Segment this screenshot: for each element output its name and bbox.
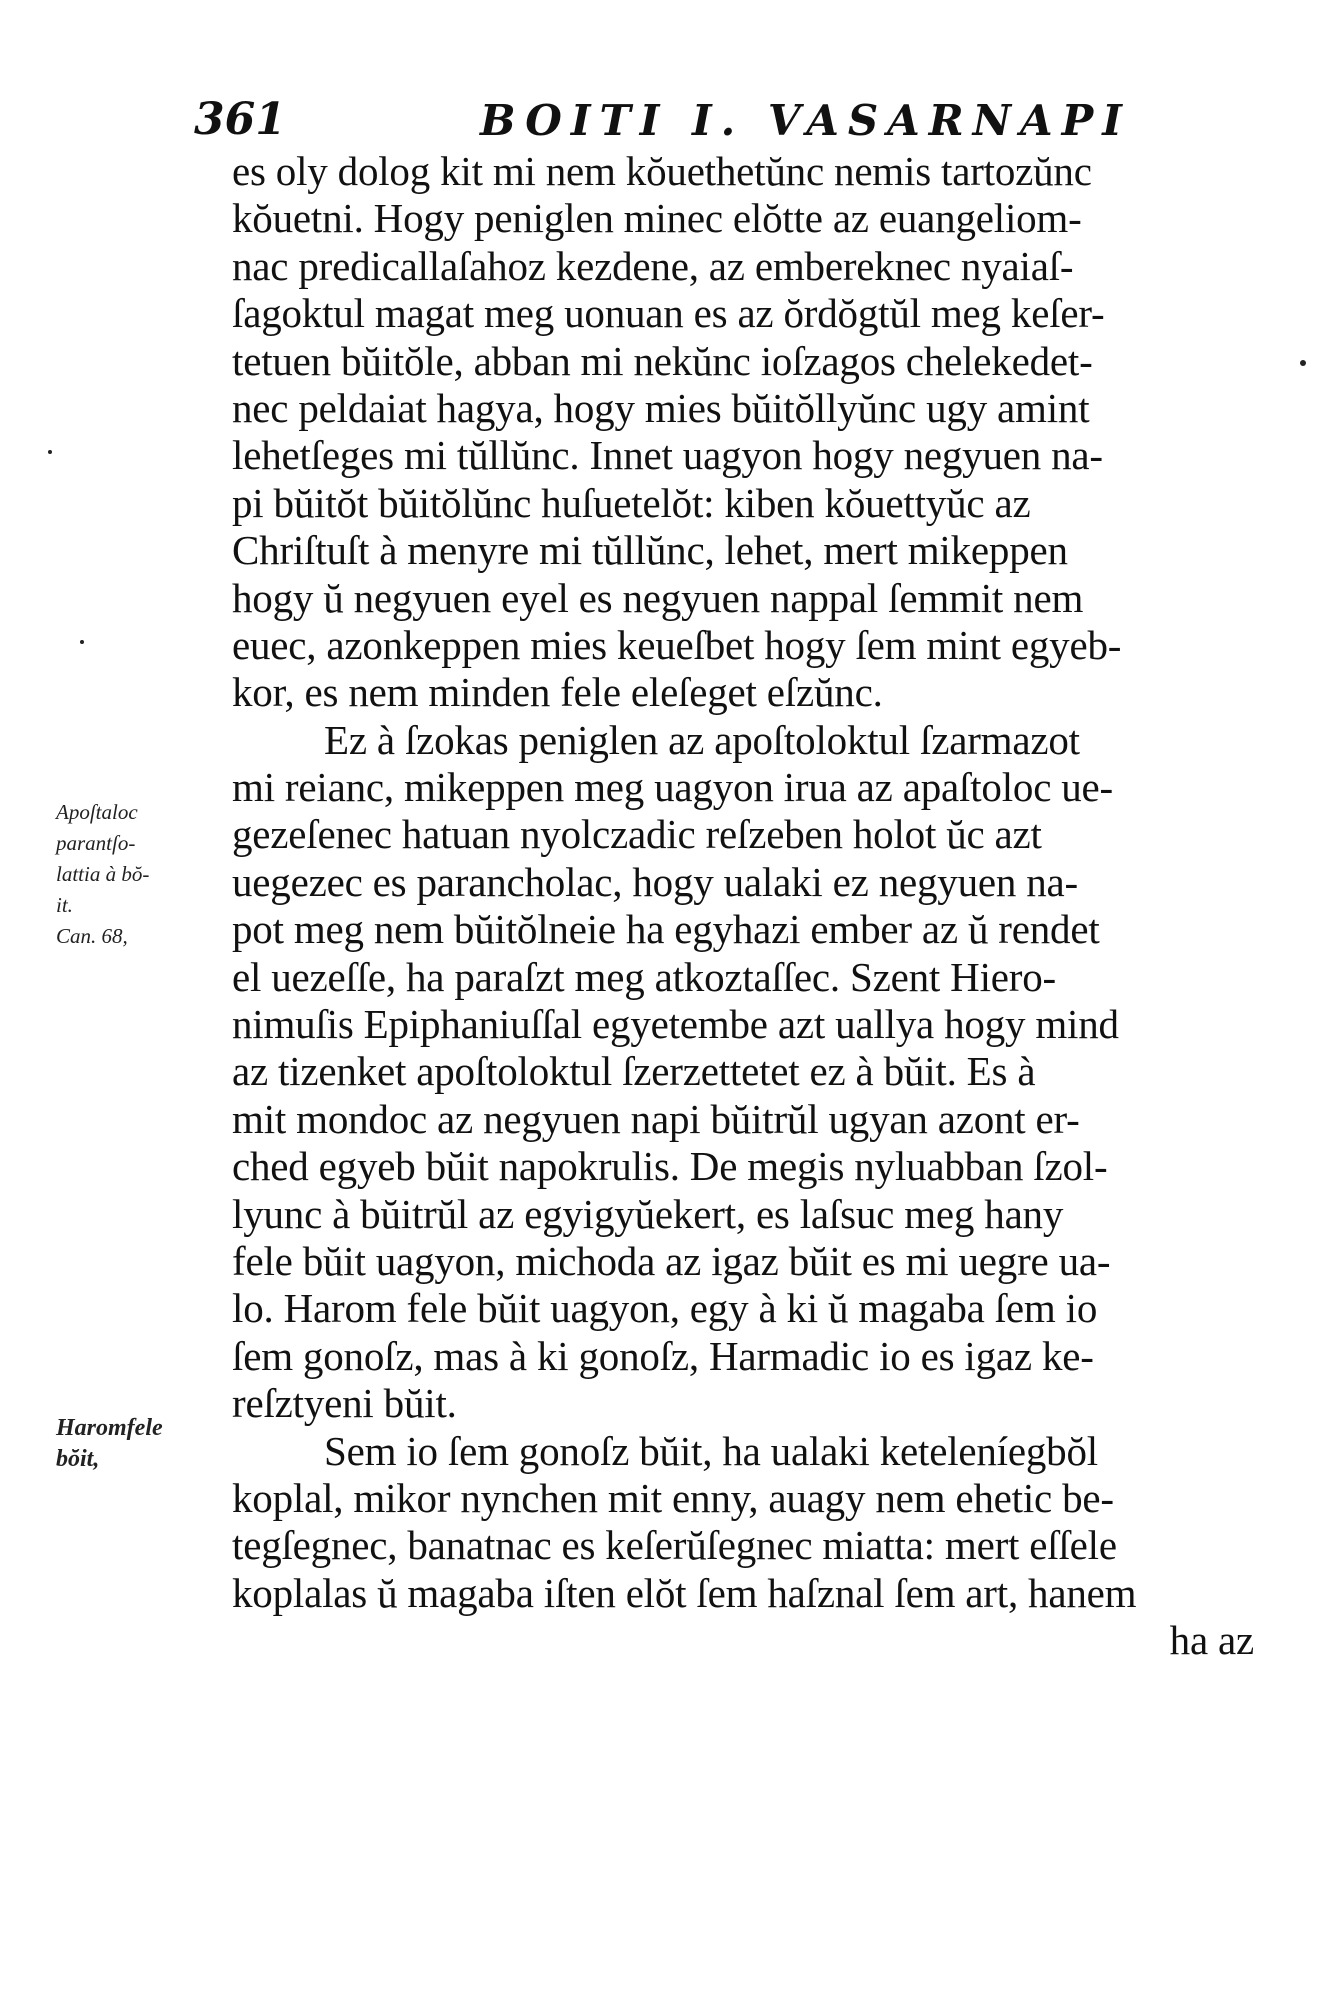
text-line: ched egyeb bŭit napokrulis. De megis nyluabban ſzol- — [232, 1143, 1108, 1190]
text-line: Chriſtuſt à menyre mi tŭllŭnc, lehet, mert mikeppen — [232, 527, 1068, 574]
text-line: koplal, mikor nynchen mit enny, auagy nem ehetic be- — [232, 1474, 1114, 1521]
text-line: ſagoktul magat meg uonuan es az ŏrdŏgtŭl meg keſer- — [232, 290, 1105, 337]
running-title: BOITI I. VASARNAPI — [480, 96, 1131, 145]
text-line: kor, es nem minden fele eleſeget eſzŭnc. — [232, 669, 883, 716]
text-line: koplalas ŭ magaba iſten elŏt ſem haſznal ſem art, hanem — [232, 1569, 1137, 1616]
ink-speck — [1300, 360, 1306, 366]
text-line: tegſegnec, banatnac es keſerŭſegnec miatta: mert eſſele — [232, 1522, 1117, 1569]
text-line: lehetſeges mi tŭllŭnc. Innet uagyon hogy negyuen na- — [232, 432, 1103, 479]
text-line: tetuen bŭitŏle, abban mi nekŭnc ioſzagos chelekedet- — [232, 337, 1093, 384]
text-line: reſztyeni bŭit. — [232, 1380, 457, 1427]
margin-note-three-fasts — [56, 1413, 226, 1475]
text-line: mit mondoc az negyuen napi bŭitrŭl ugyan azont er- — [232, 1095, 1080, 1142]
text-line: pot meg nem bŭitŏlneie ha egyhazi ember az ŭ rendet — [232, 906, 1100, 953]
paragraph-first-line: Ez à ſzokas peniglen az apoſtoloktul ſzarmazot — [324, 716, 1080, 763]
margin-note-line: it. — [56, 893, 73, 917]
text-line: az tizenket apoſtoloktul ſzerzettetet ez à bŭit. Es à — [232, 1048, 1036, 1095]
margin-note-line: parantſo- — [56, 831, 136, 855]
ink-speck — [80, 640, 84, 644]
margin-note-apostles — [56, 797, 226, 952]
body-text — [232, 148, 1262, 1665]
text-line: nec peldaiat hagya, hogy mies bŭitŏllyŭnc ugy amint — [232, 384, 1090, 431]
text-line: el uezeſſe, ha paraſzt meg atkoztaſſec. Szent Hiero- — [232, 953, 1056, 1000]
text-line: gezeſenec hatuan nyolczadic reſzeben holot ŭc azt — [232, 811, 1042, 858]
running-head — [180, 92, 1280, 152]
catchword: ha az — [1169, 1617, 1254, 1664]
text-line: nac predicallaſahoz kezdene, az embereknec nyaiaſ- — [232, 242, 1074, 289]
paragraph-first-line: Sem io ſem gonoſz bŭit, ha ualaki keteleníegbŏl — [324, 1427, 1098, 1474]
margin-note-line: Apoſtaloc — [56, 800, 138, 824]
margin-note-line: Can. 68, — [56, 924, 128, 948]
margin-note-line: lattia à bŏ- — [56, 862, 150, 886]
text-line: mi reianc, mikeppen meg uagyon irua az apaſtoloc ue- — [232, 764, 1113, 811]
text-line: euec, azonkeppen mies keueſbet hogy ſem mint egyeb- — [232, 621, 1122, 668]
ink-speck — [48, 450, 52, 454]
text-line: ſem gonoſz, mas à ki gonoſz, Harmadic io es igaz ke- — [232, 1332, 1094, 1379]
page-number: 361 — [194, 94, 286, 145]
text-line: hogy ŭ negyuen eyel es negyuen nappal ſemmit nem — [232, 574, 1084, 621]
text-line: pi bŭitŏt bŭitŏlŭnc huſuetelŏt: kiben kŏuettyŭc az — [232, 479, 1031, 526]
text-line: lo. Harom fele bŭit uagyon, egy à ki ŭ magaba ſem io — [232, 1285, 1098, 1332]
margin-note-line: bŏit, — [56, 1446, 100, 1472]
text-line: kŏuetni. Hogy peniglen minec elŏtte az euangeliom- — [232, 195, 1082, 242]
text-line: uegezec es parancholac, hogy ualaki ez negyuen na- — [232, 858, 1078, 905]
text-line: nimuſis Epiphaniuſſal egyetembe azt uallya hogy mind — [232, 1001, 1119, 1048]
text-line: fele bŭit uagyon, michoda az igaz bŭit es mi uegre ua- — [232, 1237, 1111, 1284]
text-line: lyunc à bŭitrŭl az egyigyŭekert, es laſsuc meg hany — [232, 1190, 1064, 1237]
text-line: es oly dolog kit mi nem kŏuethetŭnc nemis tartozŭnc — [232, 148, 1092, 194]
margin-note-line: Haromfele — [56, 1415, 163, 1441]
